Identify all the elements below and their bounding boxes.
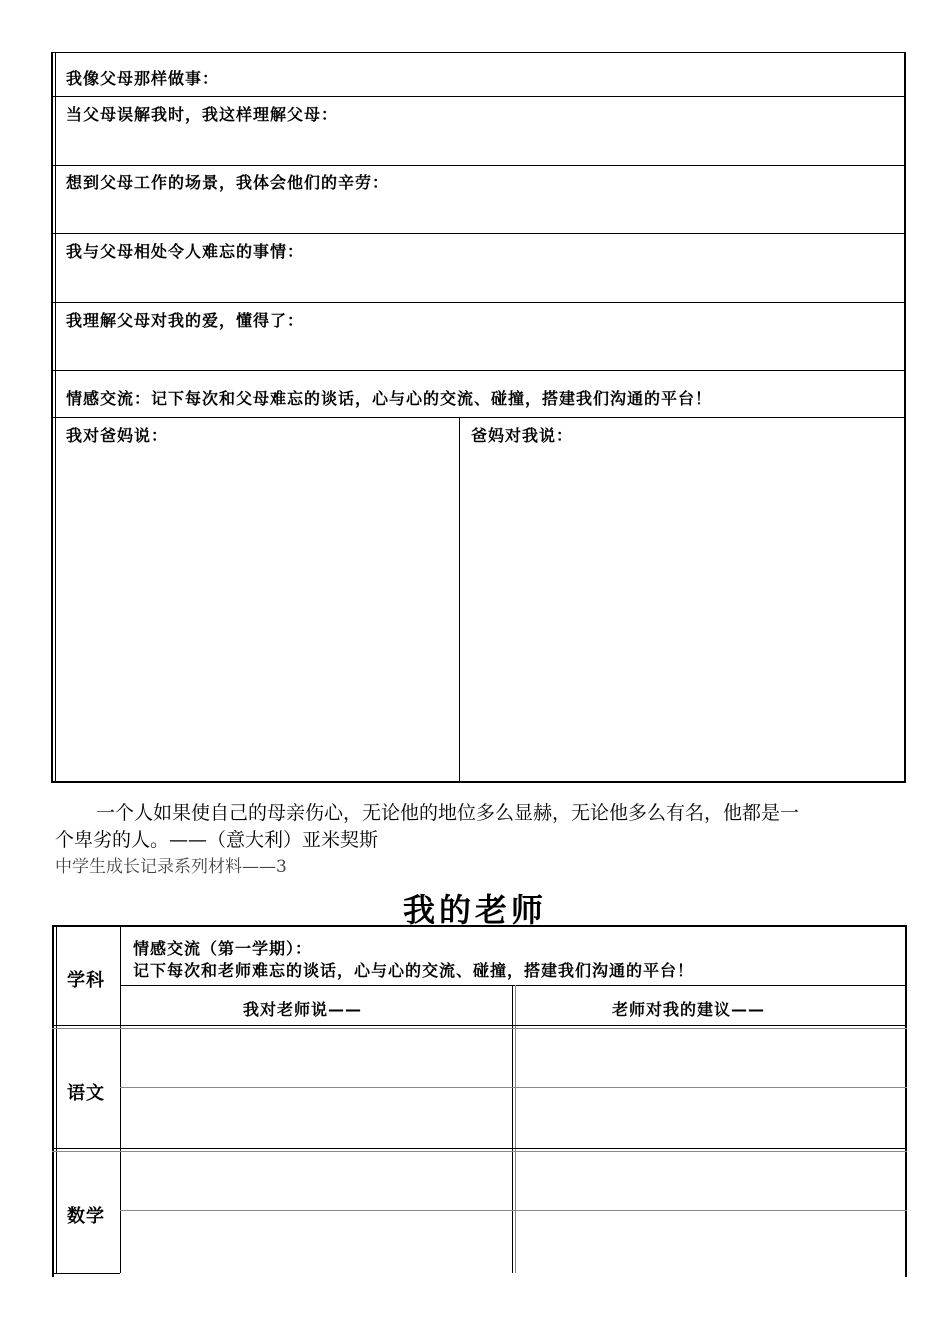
row-divider <box>51 370 906 371</box>
row-divider <box>51 417 906 418</box>
series-label: 中学生成长记录系列材料——3 <box>55 857 287 877</box>
quote-line-2: 个卑劣的人。——（意大利）亚米契斯 <box>55 829 379 851</box>
quote-line-1: 一个人如果使自己的母亲伤心，无论他的地位多么显赫，无论他多么有名，他都是一 <box>96 802 800 824</box>
column-divider <box>459 417 460 782</box>
row-divider <box>51 96 906 97</box>
subject-chinese: 语文 <box>67 1083 105 1104</box>
subject-column-divider <box>120 925 121 1273</box>
row-divider <box>51 302 906 303</box>
teacher-table-left-inner-border <box>56 925 57 1273</box>
communication-header: 情感交流：记下每次和父母难忘的谈话，心与心的交流、碰撞，搭建我们沟通的平台！ <box>66 389 713 408</box>
me-to-parents-label: 我对爸妈说： <box>66 426 169 445</box>
page-title: 我的老师 <box>402 891 547 929</box>
chinese-row-divider <box>120 1087 907 1088</box>
math-row-divider <box>120 1210 907 1211</box>
row-divider <box>51 165 906 166</box>
header-bottom-border <box>52 1025 907 1026</box>
row-label-act-like-parents: 我像父母那样做事： <box>66 69 220 88</box>
row-label-understand-love: 我理解父母对我的爱，懂得了： <box>66 311 305 330</box>
column-me-to-teacher: 我对老师说—— <box>243 1000 363 1019</box>
row-label-memorable-moments: 我与父母相处令人难忘的事情： <box>66 242 305 261</box>
column-teacher-advice: 老师对我的建议—— <box>612 1000 766 1019</box>
teacher-comm-header-line1: 情感交流（第一学期）： <box>133 939 313 958</box>
parents-to-me-label: 爸妈对我说： <box>471 426 574 445</box>
header-subdivider <box>120 985 907 986</box>
row-label-parents-work: 想到父母工作的场景，我体会他们的辛劳： <box>66 173 390 192</box>
subject-header: 学科 <box>67 970 105 991</box>
table-bottom-border <box>52 1273 120 1274</box>
header-bottom-shadow <box>52 1028 907 1029</box>
teacher-comm-header-line2: 记下每次和老师难忘的谈话，心与心的交流、碰撞，搭建我们沟通的平台！ <box>133 961 695 980</box>
subject-math: 数学 <box>67 1206 105 1227</box>
row-label-misunderstood: 当父母误解我时，我这样理解父母： <box>66 105 339 124</box>
subject-divider-shadow <box>52 1151 907 1152</box>
row-divider <box>51 233 906 234</box>
subject-divider <box>52 1148 907 1149</box>
